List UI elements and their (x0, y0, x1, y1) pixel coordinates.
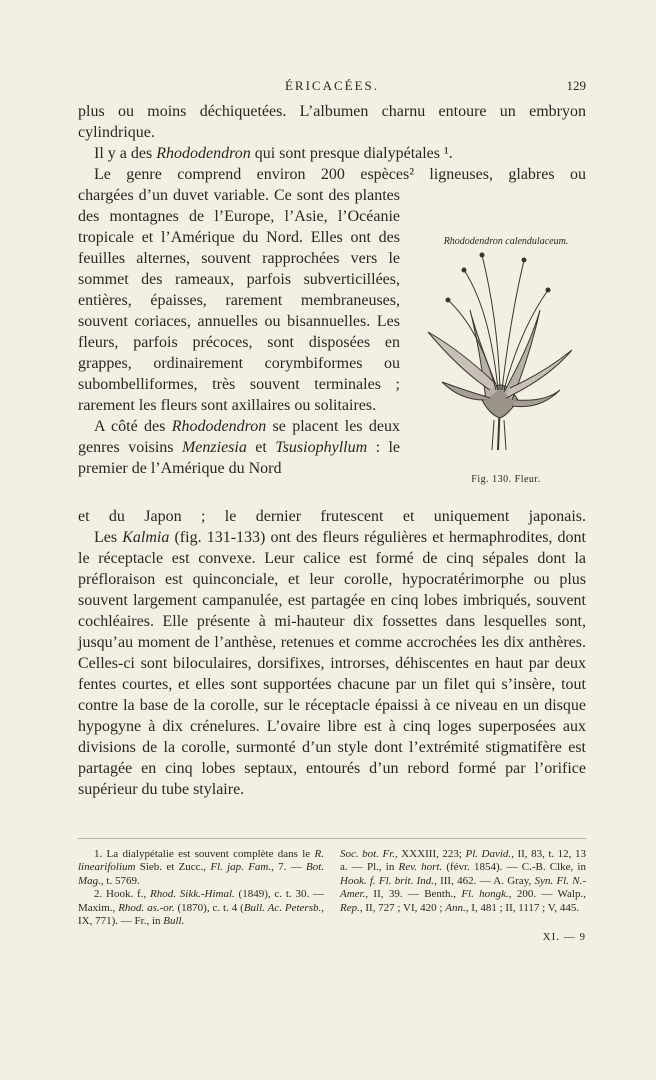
signature-mark: XI. — 9 (542, 931, 586, 943)
footnote-2: 2. Hook. f., Rhod. Sikk.-Himal. (1849), c. t. 30. — Maxim., Rhod. as.-or. (1870), c. t. 4 (Bull. Ac. Petersb., IX, 771). — Fr., in Bull. (78, 888, 324, 928)
paragraph-2-text: Il y a des Rhododendron qui sont presque dialypétales ¹. (94, 145, 453, 162)
figure-species-caption: Rhododendron calendulaceum. (443, 236, 569, 247)
paragraph-4-continued: et du Japon ; le dernier frutescent et uniquement japonais. (78, 508, 586, 525)
paragraph-5-text: Les Kalmia (fig. 131-133) ont des fleurs régulières et hermaphrodites, dont le réceptacle est convexe. Leur calice est formé de cinq sépales dont la préfloraison est quinconciale, et leur corolle, hypocratérimorphe ou plus souvent largement campanulée, est partagée en cinq lobes imbriqués, souvent cochléaires. Elle présente à mi-hauteur dix fossettes dans lesquelles sont, jusqu’au moment de l’anthèse, retenues et comme accrochées les dix anthères. Celles-ci sont biloculaires, dorsifixes, introrses, déhiscentes en haut par deux fentes courtes, et elles sont supportées chacune par un filet qui s’insère, tout contre la base de la corolle, sur le réceptacle épaissi à ce niveau en un disque hypogyne à dix crénelures. L’ovaire libre est à cinq loges superposées aux divisions de la corolle, surmonté d’un style dont l’extrémité stigmatifère est partagée en cinq lobes septaux, entourés d’un rebord formé par l’orifice supérieur du tube stylaire. (78, 529, 586, 798)
flower-illustration (420, 250, 590, 460)
footnote-2-continued: Soc. bot. Fr., XXXIII, 223; Pl. David., II, 83, t. 12, 13 a. — Pl., in Rev. hort. (févr. 1854). — C.-B. Clke, in Hook. f. Fl. brit. Ind., III, 462. — A. Gray, Syn. Fl. N.-Amer., II, 39. — Benth., Fl. hongk., 200. — Walp., Rep., II, 727 ; VI, 420 ; Ann., I, 481 ; II, 1117 ; V, 445. (340, 848, 586, 914)
footnote-rule (78, 838, 586, 839)
paragraph-4-text: A côté des Rhododendron se placent les deux genres voisins Menziesia et Tsusiophyllum : le premier de l’Amérique du Nord (78, 418, 400, 477)
footnotes-left-column (78, 848, 324, 928)
running-head (78, 78, 586, 98)
paragraph-3-text: chargées d’un duvet variable. Ce sont des plantes des montagnes de l’Europe, l’Asie, l’Océanie tropicale et l’Amérique du Nord. Elles ont des feuilles alternes, souvent rapprochées vers le sommet des rameaux, parfois subverticillées, entières, épaisses, rarement membraneuses, souvent coriaces, annuelles ou bisannuelles. Les fleurs, parfois précoces, sont disposées en grappes, ordinairement corymbiformes ou subombelliformes, très souvent terminales ; rarement les fleurs sont axillaires ou solitaires. (78, 187, 400, 414)
paragraph-genus-description (78, 185, 400, 479)
footnote-1: 1. La dialypétalie est souvent complète dans le R. linearifolium Sieb. et Zucc., Fl. jap. Fam., 7. — Bot. Mag., t. 5769. (78, 848, 324, 887)
paragraph-albumen (78, 101, 586, 185)
genus-name: Rhododendron (171, 418, 267, 435)
genus-name: Tsusiophyllum (275, 439, 368, 456)
paragraph-3-first-line: Le genre comprend environ 200 espèces² ligneuses, glabres ou (94, 166, 586, 183)
page-number: 129 (566, 78, 586, 93)
footnotes-right-column (340, 848, 586, 915)
figure-label: Fig. 130. Fleur. (471, 474, 541, 485)
running-title: ÉRICACÉES. (284, 78, 380, 93)
paragraph-kalmia (78, 506, 586, 800)
genus-name: Menziesia (181, 439, 247, 456)
genus-name: Rhododendron (156, 145, 251, 162)
paragraph-1-text: plus ou moins déchiquetées. L’albumen charnu entoure un embryon cylindrique. (78, 103, 586, 141)
genus-name: Kalmia (122, 529, 170, 546)
